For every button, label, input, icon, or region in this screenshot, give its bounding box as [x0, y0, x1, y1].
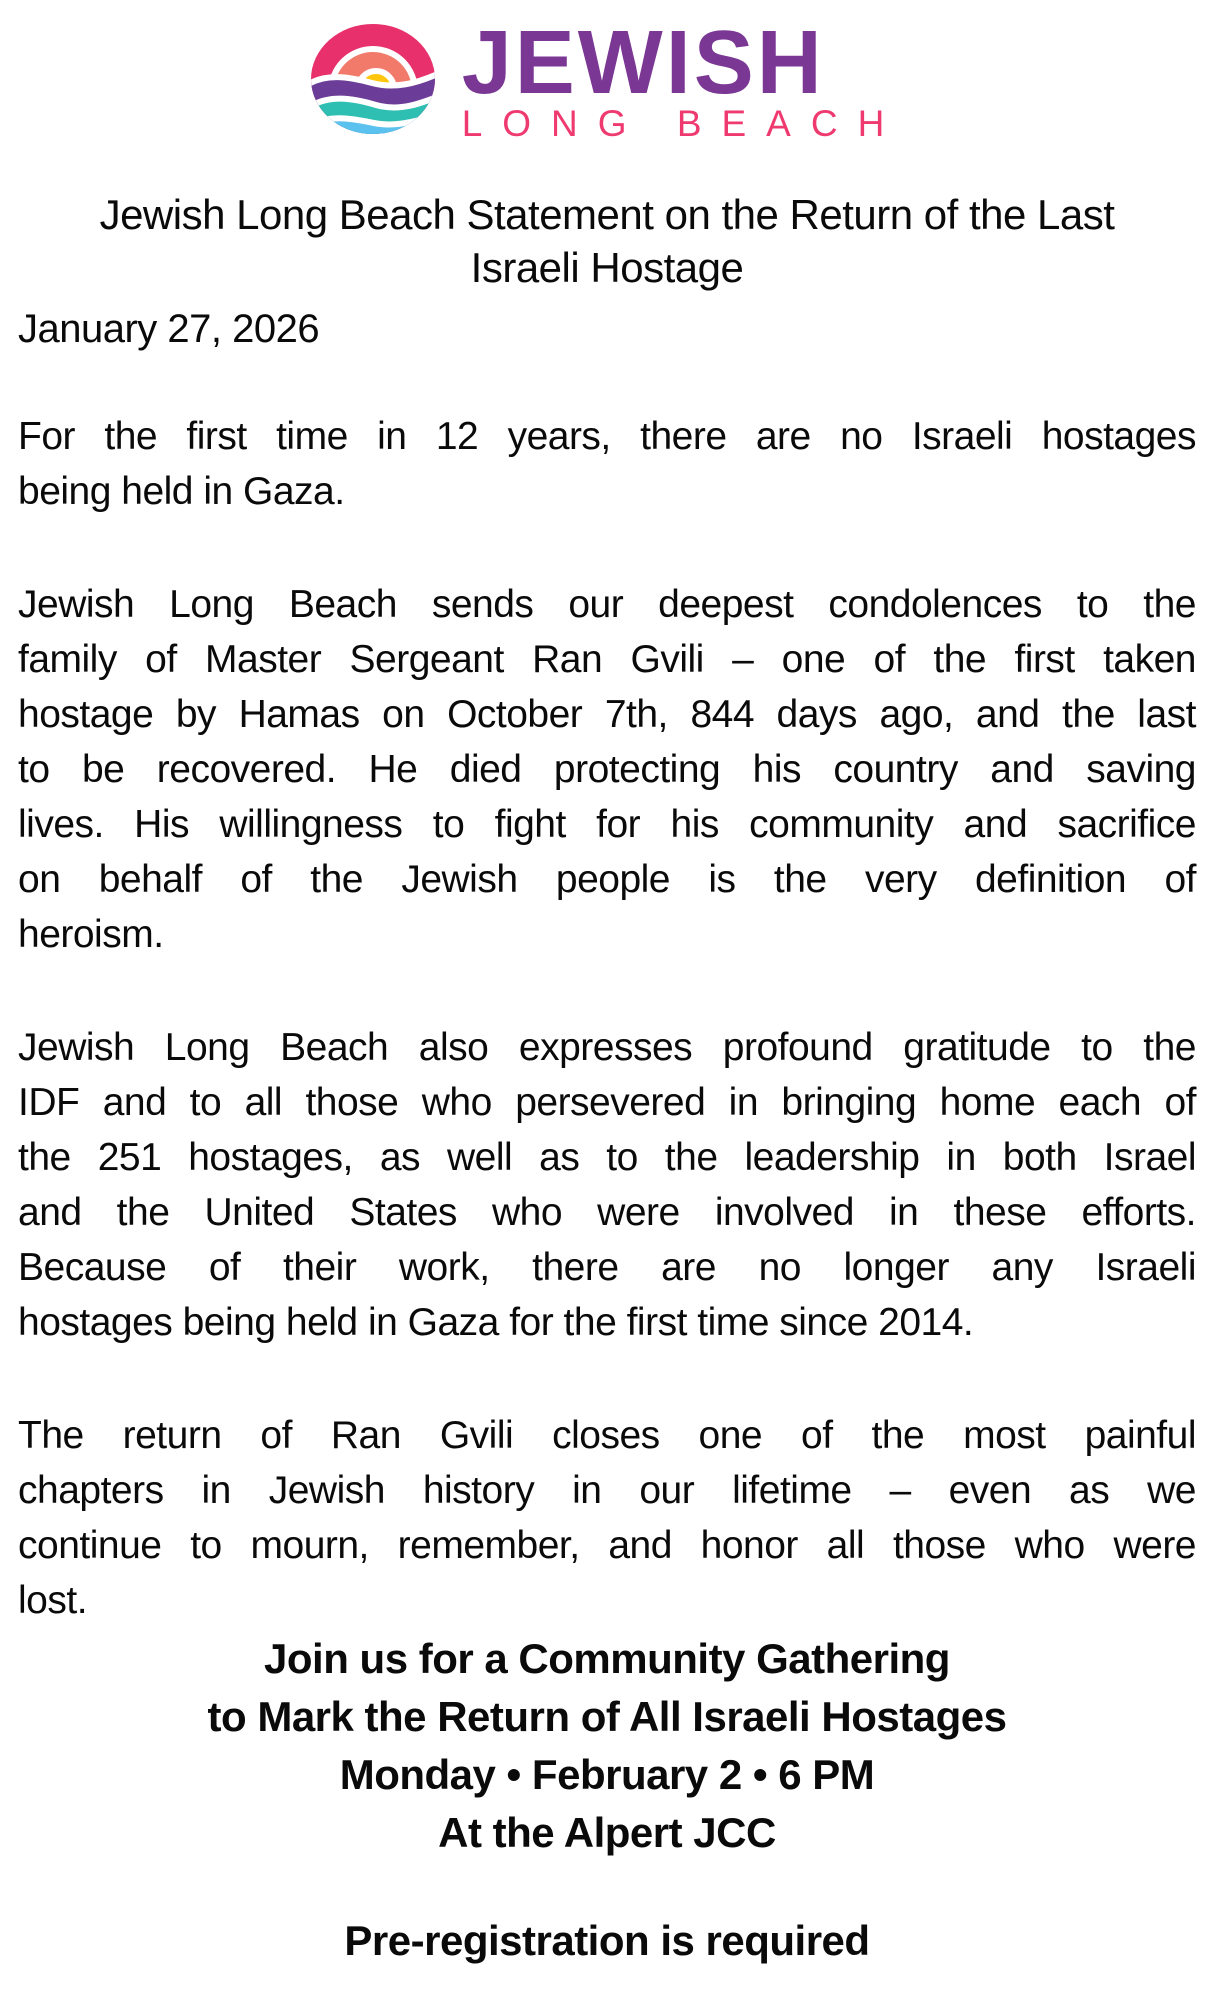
- page-title-line2: Israeli Hostage: [470, 244, 744, 291]
- paragraph-line: heroism.: [18, 913, 164, 956]
- statement-date: January 27, 2026: [18, 307, 320, 351]
- paragraph-line: The return of Ran Gvili closes one of the most painful: [18, 1414, 1196, 1457]
- paragraph-line: lost.: [18, 1579, 88, 1622]
- logo: [18, 0, 1196, 144]
- announcement-line-2: to Mark the Return of All Israeli Hostages: [207, 1693, 1007, 1740]
- paragraph-line: the 251 hostages, as well as to the leadership in both Israel: [18, 1136, 1196, 1179]
- event-announcement: [18, 1630, 1196, 1970]
- sunset-waves-icon: [310, 22, 436, 136]
- paragraph-line: chapters in Jewish history in our lifetime – even as we: [18, 1469, 1196, 1512]
- announcement-location: At the Alpert JCC: [438, 1809, 776, 1856]
- paragraph-line: being held in Gaza.: [18, 470, 345, 513]
- paragraph-2: [18, 577, 1196, 962]
- page-title: [18, 188, 1196, 294]
- announcement-date-time: Monday • February 2 • 6 PM: [339, 1751, 875, 1798]
- statement-body: [18, 409, 1196, 1628]
- paragraph-line: hostages being held in Gaza for the first time since 2014.: [18, 1301, 974, 1344]
- paragraph-line: Jewish Long Beach sends our deepest condolences to the: [18, 583, 1196, 626]
- paragraph-line: hostage by Hamas on October 7th, 844 days ago, and the last: [18, 693, 1196, 736]
- paragraph-3: [18, 1020, 1196, 1350]
- paragraph-line: continue to mourn, remember, and honor all those who were: [18, 1524, 1196, 1567]
- logo-text: [461, 13, 905, 144]
- paragraph-line: Because of their work, there are no longer any Israeli: [18, 1246, 1196, 1289]
- paragraph-line: IDF and to all those who persevered in bringing home each of: [18, 1081, 1196, 1124]
- paragraph-line: For the first time in 12 years, there are no Israeli hostages: [18, 415, 1196, 458]
- paragraph-line: Jewish Long Beach also expresses profound gratitude to the: [18, 1026, 1196, 1069]
- paragraph-line: to be recovered. He died protecting his country and saving: [18, 748, 1196, 791]
- preregistration-note: Pre-registration is required: [344, 1917, 870, 1964]
- paragraph-4: [18, 1408, 1196, 1628]
- announcement-line-1: Join us for a Community Gathering: [264, 1635, 950, 1682]
- paragraph-line: lives. His willingness to fight for his community and sacrifice: [18, 803, 1196, 846]
- logo-wordmark: JEWISH: [461, 13, 825, 113]
- paragraph-line: on behalf of the Jewish people is the very definition of: [18, 858, 1196, 901]
- paragraph-1: [18, 409, 1196, 519]
- paragraph-line: and the United States who were involved in these efforts.: [18, 1191, 1196, 1234]
- paragraph-line: family of Master Sergeant Ran Gvili – one of the first taken: [18, 638, 1196, 681]
- page-title-line1: Jewish Long Beach Statement on the Return of the Last: [99, 191, 1115, 238]
- logo-subtext: LONG BEACH: [461, 103, 905, 144]
